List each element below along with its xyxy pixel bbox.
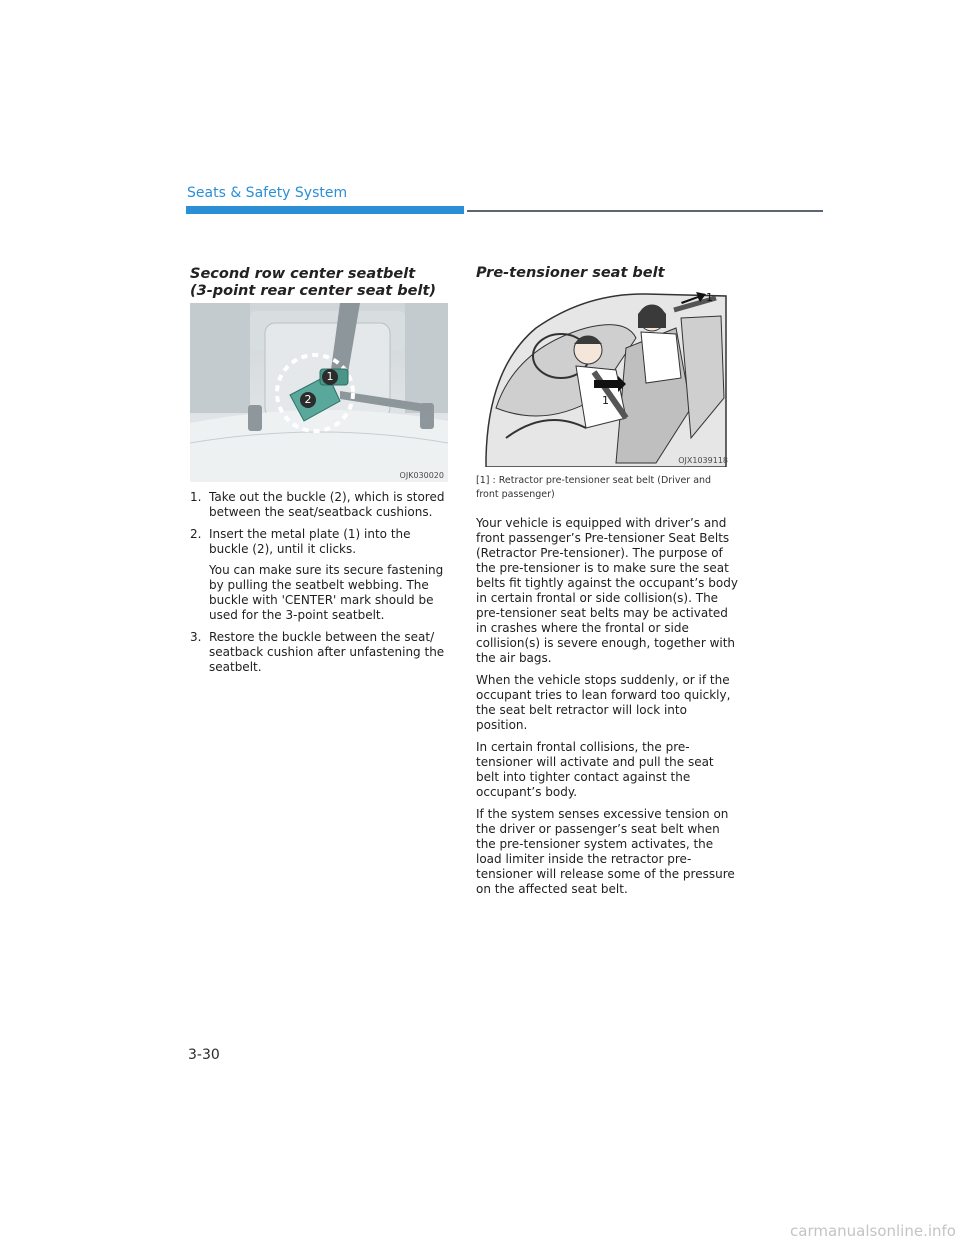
step-text: Restore the buckle between the seat/ seatback cushion after unfastening the seatbelt.: [209, 630, 445, 674]
left-heading-line-2: (3-point rear center seat belt): [190, 283, 437, 299]
list-item: [190, 490, 452, 520]
pretensioner-illustration: [476, 288, 734, 467]
callout-1: 1: [322, 369, 338, 385]
rear-seat-illustration: [190, 303, 448, 482]
pretensioner-body: [476, 516, 738, 904]
list-item: [190, 527, 452, 623]
left-heading: [190, 266, 460, 300]
body-paragraph: If the system senses excessive tension on the driver or passenger’s seat belt when the pre-tensioner system activates, the load limiter inside the retractor pre-tensioner will release some of the pressure on the affected seat belt.: [476, 807, 735, 896]
left-heading-line-1: Second row center seatbelt: [190, 266, 416, 282]
figure-code: OJK030020: [399, 471, 444, 480]
list-item: [190, 630, 452, 675]
step-text: Take out the buckle (2), which is stored between the seat/seatback cushions.: [209, 490, 445, 519]
callout-2: 2: [300, 392, 316, 408]
callout-1-lower: 1: [602, 394, 609, 407]
step-number: 2.: [190, 527, 202, 541]
pretensioner-figure: [476, 288, 734, 467]
rear-center-seatbelt-figure: [190, 303, 448, 482]
figure-caption: [1] : Retractor pre-tensioner seat belt (Driver and front passenger): [476, 475, 712, 500]
section-title: Seats & Safety System: [187, 185, 348, 201]
step-note: You can make sure its secure fastening by pulling the seatbelt webbing. The buckle with 'CENTER' mark should be used for the 3-point seatbelt.: [209, 563, 444, 622]
callout-1-upper: 1: [706, 291, 713, 304]
step-number: 1.: [190, 490, 202, 504]
page-number: 3-30: [188, 1047, 220, 1063]
figure-code: OJX1039118: [678, 456, 728, 465]
step-text: Insert the metal plate (1) into the buckle (2), until it clicks.: [209, 527, 411, 556]
watermark: carmanualsonline.info: [790, 1222, 956, 1240]
header-accent-bar: [186, 206, 464, 214]
body-paragraph: When the vehicle stops suddenly, or if the occupant tries to lean forward too quickly, the seat belt retractor will lock into position.: [476, 673, 731, 732]
buckle-steps-list: [190, 490, 452, 682]
step-number: 3.: [190, 630, 202, 644]
header-rule: [467, 210, 823, 212]
body-paragraph: In certain frontal collisions, the pre-tensioner will activate and pull the seat belt into tighter contact against the occupant’s body.: [476, 740, 714, 799]
body-paragraph: Your vehicle is equipped with driver’s and front passenger’s Pre-tensioner Seat Belts (Retractor Pre-tensioner). The purpose of the pre-tensioner is to make sure the seat belts fit tightly against the occupant’s body in certain frontal or side collision(s). The pre-tensioner seat belts may be activated in crashes where the frontal or side collision(s) is severe enough, together with the air bags.: [476, 516, 738, 665]
right-heading: Pre-tensioner seat belt: [476, 265, 665, 281]
